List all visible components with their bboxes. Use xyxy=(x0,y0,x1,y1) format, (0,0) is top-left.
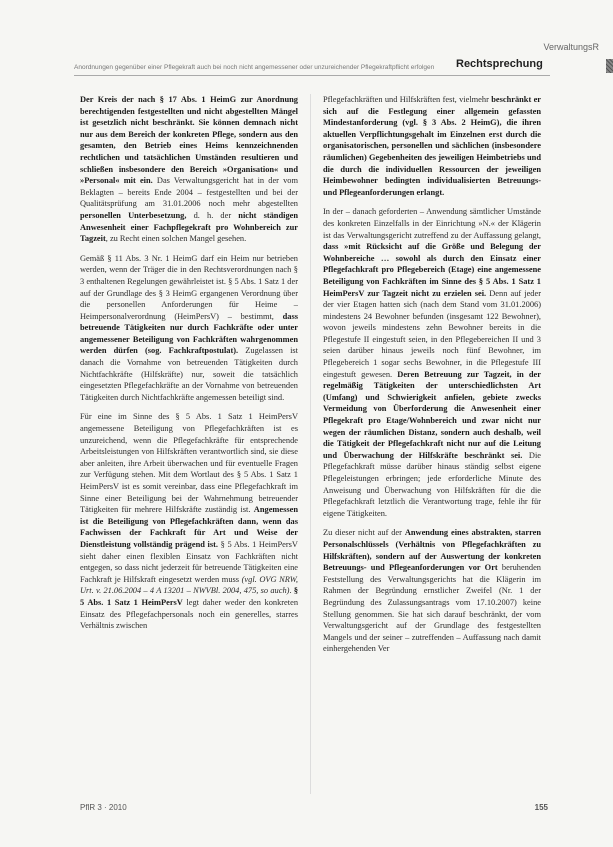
paragraph xyxy=(80,253,298,404)
text-run: In der – danach geforderten – Anwendung sämtlicher Umstände des konkreten Einzelfalls in der Einrichtung »N.« der Klägerin ist das Verwaltungsgericht zutreffend zu der Auffassung gelangt, xyxy=(323,207,541,240)
text-column-right xyxy=(323,94,541,663)
text-run: legt daher weder den konkreten Einsatz des Pflegefachpersonals noch ein generelles, starres Verhältnis zwischen xyxy=(80,597,299,631)
text-run: , zu Recht einen solchen Mangel gesehen. xyxy=(105,234,247,244)
paragraph xyxy=(80,94,298,245)
text-run: Für eine im Sinne des § 5 Abs. 1 Satz 1 HeimPersV angemessene Beteiligung von Pflegefachkräften ist es unzureichend, wenn die Pflegefachkräfte für entsprechende Arbeitsleistungen von Hilfskräften verantwortlich sind, sie diese aber anleiten, ihre Arbeit überwachen und für eventuelle Fragen zur Verfügung stehen. Mit dem Wortlaut des § 5 Abs. 1 Satz 1 HeimPersV ist es somit vereinbar, dass eine Pflegefachkraft im Sinne einer Beteiligung bei der Wahrnehmung betreuender Tätigkeiten für mehrere Hilfskräfte zuständig ist. xyxy=(80,412,298,515)
text-run: Pflegefachkräften und Hilfskräften fest, vielmehr xyxy=(323,95,492,104)
page-number: 155 xyxy=(534,803,548,812)
text-run: beruhenden Feststellung des Verwaltungsgerichts hat die Klägerin im Rahmen der Begründung ernstlicher Zweifel (Nr. 1 der Begründung des Zulassungsantrags vom 17.10.2007) keine Stellung genommen. Sie hat sich darauf beschränkt, der vom Verwaltungsgericht auf der Grundlage des festgestellten Mangels und der seiner – zutreffenden – Auffassung nach damit einhergehenden Ver xyxy=(323,563,541,654)
paragraph xyxy=(80,411,298,631)
bold-text-run: dass »mit Rücksicht auf die Größe und Belegung der Wohnbereiche … sowohl als durch den Einsatz einer Pflegefachkraft pro Pflegebereich (Etage) eine angemessene Beteiligung von Fachkräften im Sinne des § 5 Abs. 1 Satz 1 HeimPersV zur Tagzeit nicht zu erzielen sei. xyxy=(323,242,541,298)
bold-text-run: beschränkt er sich auf die Festlegung einer allgemein gefassten Mindestanforderung (vgl. § 3 Abs. 2 HeimG), die ihren aktuellen Verpflichtungsgehalt im Einzelnen erst durch die organisatorischen, personellen und sächlichen (insbesondere räumlichen) Gegebenheiten des jeweiligen Heimbetriebs und die durch die individuellen Ressourcen der jeweiligen Heimbewohner bedingten individualisierten Betreuungs- und Pflegeanforderungen erlangt. xyxy=(323,95,542,197)
running-head xyxy=(74,58,550,74)
section-tag: VerwaltungsR xyxy=(543,42,599,52)
paragraph xyxy=(323,527,541,655)
bold-text-run: dass betreuende Tätigkeiten nur durch Fachkräfte oder unter angemessener Beteiligung von Fachkräften wahrgenommen werden dürfen (sog. Fachkraftpostulat). xyxy=(80,311,298,356)
text-run: d. h. der xyxy=(186,210,239,220)
running-headline: Anordnungen gegenüber einer Pflegekraft auch bei noch nicht angemessener oder unzureichender Pflegekraftpflicht erfolgen xyxy=(74,64,435,71)
text-column-left xyxy=(80,94,298,640)
bold-text-run: personellen Unterbesetzung, xyxy=(80,210,187,220)
rubric-label: Rechtsprechung xyxy=(456,58,543,70)
text-run: Zugelassen ist danach die Vornahme von betreuenden Tätigkeiten durch Nichtfachkräfte (Hilfskräfte) nur, soweit die tatsächlich eingesetzten Pflegefachkräfte an der Vornahme von betreuenden Tätigkeiten durch Nichtfachkräfte angemessen beteiligt sind. xyxy=(80,346,298,402)
text-run: Denn auf jeder der vier Etagen hatten sich (nach dem Stand vom 31.01.2006) mindestens 24 Bewohner befunden (insgesamt 122 Bewohner), wovon jeweils mindestens zehn Bewohner bereits in die Pflegestufe II eingestuft seien, in den Pflegebereichen II und 3 seien darüber hinaus jeweils noch fünf Bewohner, im Pflegebereich 1 sogar sechs Bewohner, in die Pflegestufe III eingestuft gewesen. xyxy=(323,288,542,379)
issue-label: PflR 3 · 2010 xyxy=(80,803,127,812)
text-run: . xyxy=(289,586,294,596)
header-rule xyxy=(74,75,550,76)
text-run: Die Pflegefachkraft müsse darüber hinaus ständig selbst eigene Pflegeleistungen erbringen; jede erforderliche Minute des Anweisung und Überwachung von Hilfskräften für die die Pflegefachkraft letztlich die Verantwortung trage, fehle ihr für eigene Tätigkeiten. xyxy=(323,450,541,518)
bold-text-run: Deren Betreuung zur Tagzeit, in der regelmäßig Tätigkeiten der unterschiedlichsten Art (Umfang) und Schwierigkeit anfielen, gebiete zwecks Vermeidung von Überforderung die Anwesenheit einer Pflegekraft pro Etage/Wohnbereich und zwar nicht nur wegen der räumlichen Distanz, sondern auch deshalb, weil die Tätigkeit der Pflegefachkraft nicht nur auf die Leitung und Überwachung der Hilfskräfte beschränkt sei. xyxy=(323,369,541,460)
bold-text-run: Anwendung eines abstrakten, starren Personalschlüssels (Verhältnis von Pflegefachkräften zu Hilfskräften), sondern auf der Auswertung der konkreten Betreuungs- und Pflegeanforderungen vor Ort xyxy=(323,528,542,573)
rubric-marker-icon xyxy=(606,59,613,73)
paragraph xyxy=(323,94,541,198)
italic-text-run: (vgl. OVG NRW, Urt. v. 21.06.2004 – 4 A 13201 – NWVBl. 2004, 475, so auch) xyxy=(80,574,298,596)
bold-text-run: Angemessen ist die Beteiligung von Pflegefachkräften dann, wenn das Fachwissen der Fachkraft für Art und Weise der Dienstleistung vollständig prägend ist. xyxy=(80,505,298,549)
page-footer xyxy=(80,803,548,817)
text-run: Zu dieser nicht auf der xyxy=(323,528,405,538)
bold-text-run: nicht ständigen Anwesenheit einer Fachpflegekraft pro Wohnbereich zur Tagzeit xyxy=(80,210,299,244)
bold-text-run: § 5 Abs. 1 Satz 1 HeimPersV xyxy=(80,586,298,607)
paragraph xyxy=(323,206,541,519)
column-divider xyxy=(310,94,311,794)
bold-text-run: Der Kreis der nach § 17 Abs. 1 HeimG zur Anordnung berechtigenden festgestellten und nicht abgestellten Mängel ist gesetzlich nicht beschränkt. Sie können demnach nicht nur aus dem Bereich der konkreten Pflege, sondern aus den gesamten, den Betrieb eines Heims kennzeichnenden rechtlichen und tatsächlichen Umständen resultieren und schließen insbesondere den Bereich »Organisation« und »Personal« mit ein. xyxy=(80,95,298,186)
text-run: § 5 Abs. 1 HeimPersV sieht daher einen flexiblen Einsatz von Fachkräften nicht entgegen, so dass nicht jederzeit für betreuende Tätigkeiten eine Fachkraft je Hilfskraft eingesetzt werden muss xyxy=(80,539,298,584)
text-run: Das Verwaltungsgericht hat in der vom Beklagten – bereits Ende 2004 – festgestellten und bei der Qualitätsprüfung am 31.01.2006 noch mehr abgestellten xyxy=(80,176,298,209)
text-run: Gemäß § 11 Abs. 3 Nr. 1 HeimG darf ein Heim nur betrieben werden, wenn der Träger die in den Rechtsverordnungen nach § 3 enthaltenen Regelungen gewährleistet ist. § 5 Abs. 1 Satz 1 der auf der Grundlage des § 3 HeimG ergangenen Verordnung über die personellen Anforderungen für Heime – Heimpersonalverordnung (HeimPersV) – bestimmt, xyxy=(80,253,298,321)
